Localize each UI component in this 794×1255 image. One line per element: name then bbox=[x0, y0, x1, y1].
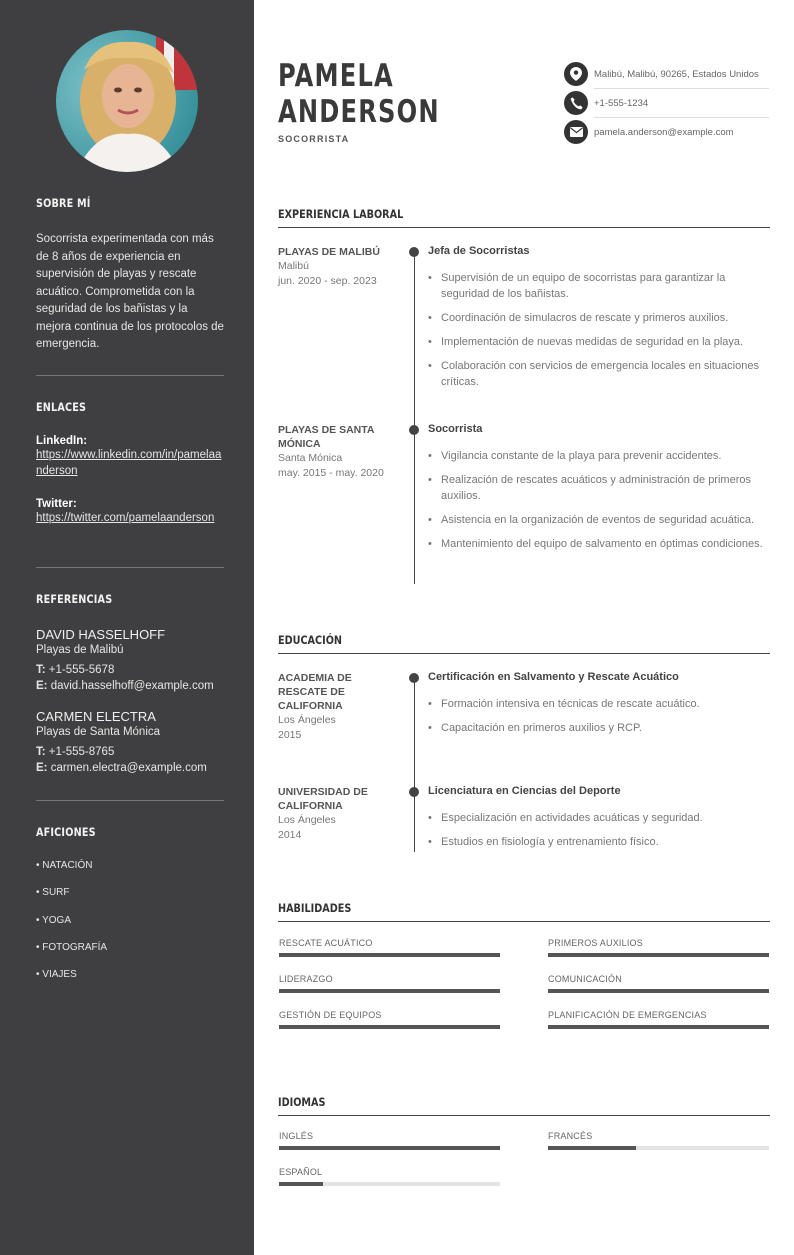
links-heading: ENLACES bbox=[36, 400, 87, 414]
skill-name: COMUNICACIÓN bbox=[548, 974, 622, 984]
full-name bbox=[278, 58, 440, 130]
link-linkedin bbox=[36, 435, 224, 479]
timeline-dot bbox=[409, 673, 419, 683]
skill-bar bbox=[279, 1025, 500, 1029]
position-title: Jefa de Socorristas bbox=[428, 245, 530, 257]
language-item bbox=[548, 1131, 769, 1150]
org-dates: 2015 bbox=[278, 728, 302, 741]
bullet-item: • Colaboración con servicios de emergencia locales en situaciones críticas. bbox=[428, 358, 770, 390]
hobby-item: • SURF bbox=[36, 887, 70, 898]
org-location: Los Ángeles bbox=[278, 814, 336, 826]
skill-name: GESTIÓN DE EQUIPOS bbox=[279, 1010, 382, 1020]
contact-address bbox=[564, 60, 769, 88]
education-bullets bbox=[428, 810, 770, 858]
skill-item bbox=[548, 974, 769, 993]
experience-org bbox=[278, 423, 400, 480]
email-label: E: bbox=[36, 762, 48, 774]
skill-item bbox=[279, 1010, 500, 1029]
skill-bar-fill bbox=[279, 1025, 500, 1029]
language-bar bbox=[279, 1182, 500, 1186]
bullet-item: • Supervisión de un equipo de socorristas para garantizar la seguridad de los bañistas. bbox=[428, 270, 770, 302]
first-name: PAMELA bbox=[278, 58, 394, 94]
skill-bar bbox=[279, 989, 500, 993]
timeline-dot bbox=[409, 787, 419, 797]
timeline-line bbox=[414, 678, 415, 852]
bullet-item: • Estudios en fisiología y entrenamiento físico. bbox=[428, 834, 770, 850]
skill-name: PLANIFICACIÓN DE EMERGENCIAS bbox=[548, 1010, 707, 1020]
org-location: Malibú bbox=[278, 260, 309, 272]
reference-name: CARMEN ELECTRA bbox=[36, 709, 156, 724]
skill-bar-fill bbox=[548, 989, 769, 993]
section-rule bbox=[278, 1115, 770, 1116]
reference-company: Playas de Malibú bbox=[36, 644, 124, 656]
reference-item bbox=[36, 627, 224, 694]
language-name: ESPAÑOL bbox=[279, 1167, 323, 1177]
hobby-item: • YOGA bbox=[36, 915, 71, 926]
link-label: LinkedIn: bbox=[36, 435, 88, 447]
sidebar bbox=[0, 0, 254, 1255]
references-heading: REFERENCIAS bbox=[36, 592, 113, 606]
avatar bbox=[56, 30, 198, 172]
bullet-item: • Realización de rescates acuáticos y administración de primeros auxilios. bbox=[428, 472, 770, 504]
contact-email bbox=[564, 118, 769, 146]
skill-bar bbox=[548, 1025, 769, 1029]
email-label: E: bbox=[36, 680, 48, 692]
experience-bullets bbox=[428, 448, 770, 560]
bullet-item: • Vigilancia constante de la playa para prevenir accidentes. bbox=[428, 448, 770, 464]
skill-item bbox=[279, 938, 500, 957]
hobbies-heading: AFICIONES bbox=[36, 825, 96, 839]
reference-name: DAVID HASSELHOFF bbox=[36, 627, 166, 642]
experience-org bbox=[278, 245, 400, 288]
bullet-item: • Especialización en actividades acuáticas y seguridad. bbox=[428, 810, 770, 826]
hobby-item: • FOTOGRAFÍA bbox=[36, 942, 108, 953]
skill-name: PRIMEROS AUXILIOS bbox=[548, 938, 643, 948]
linkedin-link[interactable]: https://www.linkedin.com/in/pamelaanderson bbox=[36, 449, 222, 477]
divider bbox=[36, 567, 224, 568]
reference-email: david.hasselhoff@example.com bbox=[50, 680, 214, 692]
bullet-item: • Mantenimiento del equipo de salvamento en óptimas condiciones. bbox=[428, 536, 770, 552]
section-rule bbox=[278, 227, 770, 228]
skill-name: LIDERAZGO bbox=[279, 974, 333, 984]
last-name: ANDERSON bbox=[278, 94, 440, 130]
bullet-item: • Capacitación en primeros auxilios y RCP. bbox=[428, 720, 770, 736]
reference-phone: +1-555-5678 bbox=[48, 664, 115, 676]
hobby-item: • VIAJES bbox=[36, 969, 77, 980]
reference-item bbox=[36, 709, 224, 776]
email-icon bbox=[564, 120, 588, 144]
location-icon bbox=[564, 62, 588, 86]
skill-bar bbox=[548, 989, 769, 993]
language-bar bbox=[279, 1146, 500, 1150]
skill-item bbox=[548, 938, 769, 957]
skill-bar-fill bbox=[548, 953, 769, 957]
education-heading: EDUCACIÓN bbox=[278, 633, 343, 647]
org-name: ACADEMIA DE RESCATE DE CALIFORNIA bbox=[278, 672, 352, 712]
reference-phone: +1-555-8765 bbox=[48, 746, 115, 758]
language-name: FRANCÉS bbox=[548, 1131, 593, 1141]
education-bullets bbox=[428, 696, 770, 744]
position-title: Socorrista bbox=[428, 423, 483, 435]
org-name: UNIVERSIDAD DE CALIFORNIA bbox=[278, 786, 368, 812]
org-dates: 2014 bbox=[278, 828, 302, 841]
skill-bar bbox=[548, 953, 769, 957]
skill-item bbox=[548, 1010, 769, 1029]
about-heading: SOBRE MÍ bbox=[36, 196, 91, 210]
org-dates: may. 2015 - may. 2020 bbox=[278, 466, 384, 479]
divider bbox=[36, 375, 224, 376]
skills-heading: HABILIDADES bbox=[278, 901, 352, 915]
skill-bar bbox=[279, 953, 500, 957]
email-text[interactable]: pamela.anderson@example.com bbox=[594, 126, 734, 138]
skill-bar-fill bbox=[279, 953, 500, 957]
skill-bar-fill bbox=[548, 1025, 769, 1029]
timeline-dot bbox=[409, 247, 419, 257]
language-bar-fill bbox=[548, 1146, 636, 1150]
timeline-dot bbox=[409, 425, 419, 435]
skill-bar-fill bbox=[279, 989, 500, 993]
reference-company: Playas de Santa Mónica bbox=[36, 726, 161, 738]
phone-label: T: bbox=[36, 746, 46, 758]
degree-title: Licenciatura en Ciencias del Deporte bbox=[428, 785, 621, 797]
address-text: Malibú, Malibú, 90265, Estados Unidos bbox=[594, 68, 759, 80]
contact-phone bbox=[564, 89, 769, 117]
experience-heading: EXPERIENCIA LABORAL bbox=[278, 207, 404, 221]
org-location: Santa Mónica bbox=[278, 452, 343, 464]
org-location: Los Ángeles bbox=[278, 714, 336, 726]
about-text: Socorrista experimentada con más de 8 años de experiencia en supervisión de playas y rescate acuático. Comprometida con la seguridad de los bañistas y la mejora continua de los protocolos de emergencia. bbox=[36, 233, 224, 350]
experience-bullets bbox=[428, 270, 770, 398]
phone-icon bbox=[564, 91, 588, 115]
divider bbox=[36, 800, 224, 801]
profile-photo bbox=[56, 30, 198, 172]
timeline-line bbox=[414, 252, 415, 584]
job-role: SOCORRISTA bbox=[278, 134, 350, 144]
org-dates: jun. 2020 - sep. 2023 bbox=[278, 274, 377, 287]
phone-text: +1-555-1234 bbox=[594, 97, 649, 109]
org-name: PLAYAS DE MALIBÚ bbox=[278, 246, 380, 258]
language-bar bbox=[548, 1146, 769, 1150]
phone-label: T: bbox=[36, 664, 46, 676]
section-rule bbox=[278, 653, 770, 654]
section-rule bbox=[278, 921, 770, 922]
language-item bbox=[279, 1131, 500, 1150]
language-bar-fill bbox=[279, 1146, 500, 1150]
skill-item bbox=[279, 974, 500, 993]
education-org bbox=[278, 671, 400, 742]
degree-title: Certificación en Salvamento y Rescate Acuático bbox=[428, 671, 679, 683]
bullet-item: • Formación intensiva en técnicas de rescate acuático. bbox=[428, 696, 770, 712]
twitter-link[interactable]: https://twitter.com/pamelaanderson bbox=[36, 512, 215, 524]
org-name: PLAYAS DE SANTA MÓNICA bbox=[278, 424, 375, 450]
link-twitter bbox=[36, 498, 224, 526]
language-bar-fill bbox=[279, 1182, 323, 1186]
link-label: Twitter: bbox=[36, 498, 77, 510]
hobby-item: • NATACIÓN bbox=[36, 860, 93, 871]
bullet-item: • Coordinación de simulacros de rescate y primeros auxilios. bbox=[428, 310, 770, 326]
languages-heading: IDIOMAS bbox=[278, 1095, 326, 1109]
bullet-item: • Implementación de nuevas medidas de seguridad en la playa. bbox=[428, 334, 770, 350]
skill-name: RESCATE ACUÁTICO bbox=[279, 938, 373, 948]
bullet-item: • Asistencia en la organización de eventos de seguridad acuática. bbox=[428, 512, 770, 528]
language-item bbox=[279, 1167, 500, 1186]
reference-email: carmen.electra@example.com bbox=[50, 762, 207, 774]
education-org bbox=[278, 785, 400, 842]
language-name: INGLÉS bbox=[279, 1131, 314, 1141]
